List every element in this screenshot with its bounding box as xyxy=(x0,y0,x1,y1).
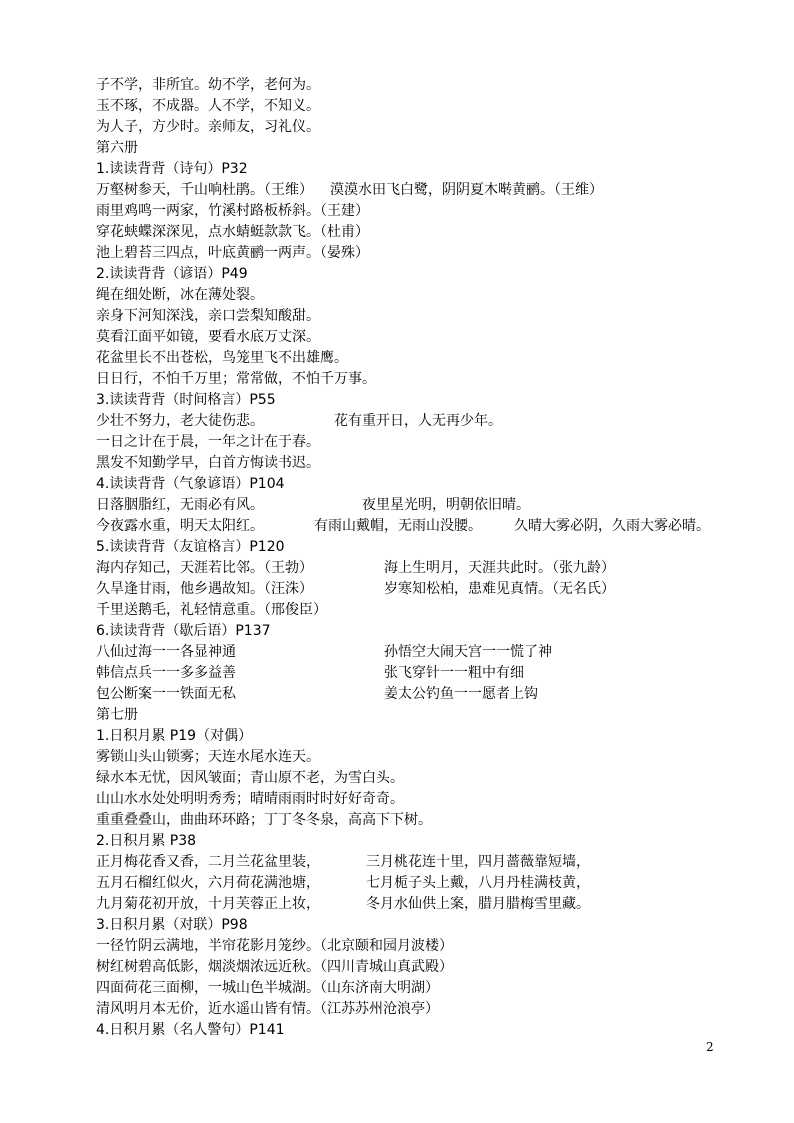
line-text-col2: 冬月水仙供上案，腊月腊梅雪里藏。 xyxy=(366,896,590,912)
line-text-col2: 花有重开日，人无再少年。 xyxy=(334,413,502,429)
text-line xyxy=(96,936,453,957)
line-text-col2: 有雨山戴帽，无雨山没腰。 xyxy=(314,518,482,534)
text-line xyxy=(96,789,404,810)
line-text: 3.读读背背（时间格言）P55 xyxy=(96,392,276,408)
subsection-heading xyxy=(96,474,285,495)
text-line xyxy=(96,180,603,201)
line-text: 2.日积月累 P38 xyxy=(96,833,197,849)
text-line xyxy=(96,243,369,264)
line-text: 今夜露水重，明天太阳红。 xyxy=(96,518,264,534)
line-text: 一日之计在于晨，一年之计在于春。 xyxy=(96,434,320,450)
line-text: 雾锁山头山锁雾；天连水尾水连天。 xyxy=(96,749,320,765)
text-line xyxy=(96,747,320,768)
text-line xyxy=(96,369,376,390)
line-text: 九月菊花初开放，十月芙蓉正上妆， xyxy=(96,896,320,912)
text-line xyxy=(96,96,320,117)
line-text: 穿花蛱蝶深深见，点水蜻蜓款款飞。（杜甫） xyxy=(96,224,369,240)
line-text-col2: 漠漠水田飞白鹭，阴阴夏木啭黄鹂。（王维） xyxy=(330,182,603,198)
text-line xyxy=(96,327,320,348)
line-text: 玉不琢，不成器。人不学，不知义。 xyxy=(96,98,320,114)
line-text-col2: 海上生明月，天涯共此时。（张九龄） xyxy=(384,560,615,576)
line-text-col2: 姜太公钓鱼一一愿者上钩 xyxy=(384,686,538,702)
subsection-heading xyxy=(96,390,276,411)
text-line xyxy=(96,495,530,516)
line-text: 子不学，非所宜。幼不学，老何为。 xyxy=(96,77,320,93)
line-text: 一径竹阴云满地，半帘花影月笼纱。（北京颐和园月波楼） xyxy=(96,938,453,954)
line-text: 清风明月本无价，近水遥山皆有情。（江苏苏州沧浪亭） xyxy=(96,1001,439,1017)
text-line xyxy=(96,453,320,474)
line-text: 池上碧苔三四点，叶底黄鹂一两声。（晏殊） xyxy=(96,245,369,261)
line-text: 五月石榴红似火，六月荷花满池塘， xyxy=(96,875,320,891)
text-line xyxy=(96,999,439,1020)
text-line xyxy=(96,978,439,999)
line-text: 四面荷花三面柳，一城山色半城湖。（山东济南大明湖） xyxy=(96,980,439,996)
text-line xyxy=(96,306,320,327)
text-line xyxy=(96,75,320,96)
line-text: 山山水水处处明明秀秀；晴晴雨雨时时好好奇奇。 xyxy=(96,791,404,807)
line-text: 久旱逢甘雨，他乡遇故知。（汪洙） xyxy=(96,581,313,597)
subsection-heading xyxy=(96,1020,285,1041)
line-text: 雨里鸡鸣一两家，竹溪村路板桥斜。（王建） xyxy=(96,203,369,219)
line-text: 为人子，方少时。亲师友，习礼仪。 xyxy=(96,119,320,135)
text-line xyxy=(96,201,369,222)
line-text: 海内存知己，天涯若比邻。（王勃） xyxy=(96,560,313,576)
section-heading xyxy=(96,705,138,726)
text-line xyxy=(96,894,590,915)
line-text: 5.读读背背（友谊格言）P120 xyxy=(96,539,285,555)
text-line xyxy=(96,516,710,537)
line-text: 正月梅花香又香，二月兰花盆里装， xyxy=(96,854,320,870)
line-text: 八仙过海一一各显神通 xyxy=(96,644,236,660)
line-text: 4.日积月累（名人警句）P141 xyxy=(96,1022,285,1038)
line-text: 第六册 xyxy=(96,140,138,156)
line-text: 千里送鹅毛，礼轻情意重。（邢俊臣） xyxy=(96,602,327,618)
line-text: 树红树碧高低影，烟淡烟浓远近秋。（四川青城山真武殿） xyxy=(96,959,453,975)
text-line xyxy=(96,810,432,831)
text-line xyxy=(96,852,590,873)
text-line xyxy=(96,411,502,432)
line-text: 少壮不努力，老大徒伤悲。 xyxy=(96,413,264,429)
section-heading xyxy=(96,138,138,159)
text-line xyxy=(96,642,552,663)
line-text: 4.读读背背（气象谚语）P104 xyxy=(96,476,285,492)
subsection-heading xyxy=(96,726,252,747)
text-line xyxy=(96,558,615,579)
line-text-col2: 夜里星光明，明朝依旧晴。 xyxy=(362,497,530,513)
line-text-col2: 三月桃花连十里，四月蔷薇靠短墙， xyxy=(366,854,590,870)
line-text: 第七册 xyxy=(96,707,138,723)
line-text: 1.日积月累 P19（对偶） xyxy=(96,728,253,744)
line-text-col2: 岁寒知松柏，患难见真情。（无名氏） xyxy=(384,581,615,597)
line-text-col2: 七月栀子头上戴，八月丹桂满枝黄， xyxy=(366,875,590,891)
subsection-heading xyxy=(96,915,248,936)
line-text: 日日行，不怕千万里；常常做，不怕千万事。 xyxy=(96,371,376,387)
text-line xyxy=(96,873,590,894)
line-text: 重重叠叠山，曲曲环环路；丁丁冬冬泉，高高下下树。 xyxy=(96,812,432,828)
line-text-col2: 张飞穿针一一粗中有细 xyxy=(384,665,524,681)
subsection-heading xyxy=(96,831,196,852)
text-line xyxy=(96,348,348,369)
line-text: 绳在细处断，冰在薄处裂。 xyxy=(96,287,264,303)
text-line xyxy=(96,684,538,705)
page-number: 2 xyxy=(706,1040,714,1054)
line-text: 绿水本无忧，因风皱面；青山原不老，为雪白头。 xyxy=(96,770,404,786)
text-line xyxy=(96,222,369,243)
text-line xyxy=(96,957,453,978)
text-line xyxy=(96,600,327,621)
line-text: 2.读读背背（谚语）P49 xyxy=(96,266,248,282)
subsection-heading xyxy=(96,159,248,180)
line-text: 花盆里长不出苍松，鸟笼里飞不出雄鹰。 xyxy=(96,350,348,366)
text-line xyxy=(96,579,615,600)
subsection-heading xyxy=(96,264,248,285)
text-line xyxy=(96,663,524,684)
subsection-heading xyxy=(96,537,285,558)
line-text: 莫看江面平如镜，要看水底万丈深。 xyxy=(96,329,320,345)
line-text-col3: 久晴大雾必阴，久雨大雾必晴。 xyxy=(514,518,710,534)
line-text: 包公断案一一铁面无私 xyxy=(96,686,236,702)
line-text: 万壑树参天，千山响杜鹃。（王维） xyxy=(96,182,313,198)
text-line xyxy=(96,768,404,789)
line-text: 亲身下河知深浅，亲口尝梨知酸甜。 xyxy=(96,308,320,324)
text-line xyxy=(96,117,320,138)
text-line xyxy=(96,432,320,453)
line-text-col2: 孙悟空大闹天宫一一慌了神 xyxy=(384,644,552,660)
line-text: 1.读读背背（诗句）P32 xyxy=(96,161,248,177)
line-text: 韩信点兵一一多多益善 xyxy=(96,665,236,681)
subsection-heading xyxy=(96,621,271,642)
line-text: 6.读读背背（歇后语）P137 xyxy=(96,623,271,639)
line-text: 日落胭脂红，无雨必有风。 xyxy=(96,497,264,513)
line-text: 3.日积月累（对联）P98 xyxy=(96,917,248,933)
line-text: 黑发不知勤学早，白首方悔读书迟。 xyxy=(96,455,320,471)
text-line xyxy=(96,285,264,306)
